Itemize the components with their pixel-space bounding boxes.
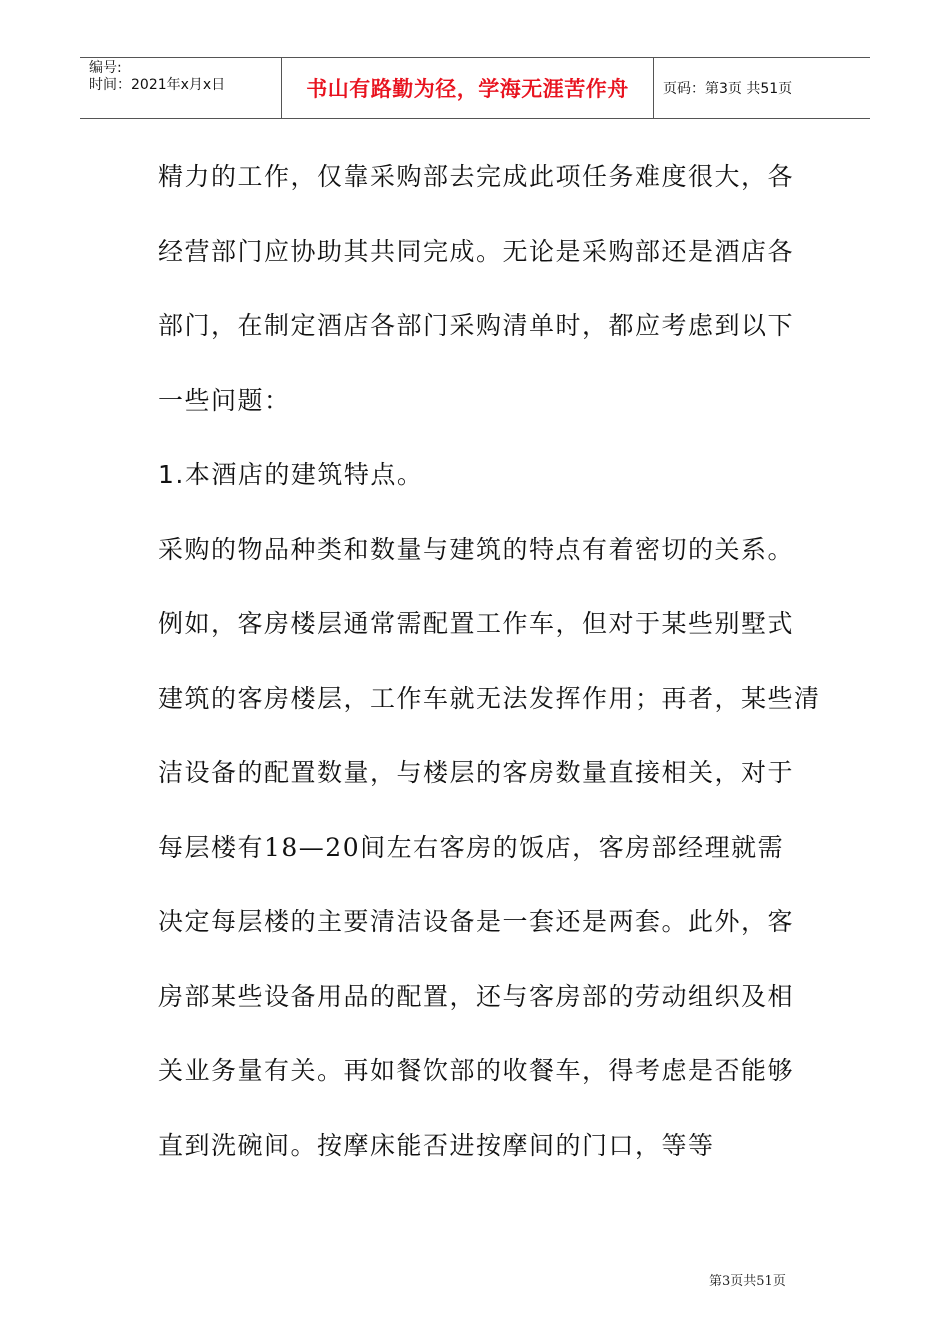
page-footer-number: 第3页共51页 xyxy=(709,1274,786,1289)
body-line: 精力的工作，仅靠采购部去完成此项任务难度很大，各 xyxy=(158,162,795,191)
body-line: 一些问题： xyxy=(158,385,291,415)
date-label: 时间：2021年x月x日 xyxy=(89,77,226,93)
body-line: 房部某些设备用品的配置，还与客房部的劳动组织及相 xyxy=(158,981,795,1011)
body-line: 部门，在制定酒店各部门采购清单时，都应考虑到以下 xyxy=(158,311,795,340)
body-line: 建筑的客房楼层，工作车就无法发挥作用；再者，某些清 xyxy=(158,683,821,713)
header-page-info: 页码：第3页 共51页 xyxy=(663,81,793,97)
document-body xyxy=(158,140,821,1183)
body-line: 经营部门应协助其共同完成。无论是采购部还是酒店各 xyxy=(158,236,795,266)
body-line: 关业务量有关。再如餐饮部的收餐车，得考虑是否能够 xyxy=(158,1056,795,1085)
body-line: 洁设备的配置数量，与楼层的客房数量直接相关，对于 xyxy=(158,758,795,787)
section-heading: 1.本酒店的建筑特点。 xyxy=(158,460,424,489)
body-line: 例如，客房楼层通常需配置工作车，但对于某些别墅式 xyxy=(158,609,795,638)
body-line: 直到洗碗间。按摩床能否进按摩间的门口，等等 xyxy=(158,1130,715,1160)
page-header xyxy=(80,57,870,119)
header-motto-cell xyxy=(282,58,654,118)
body-line: 每层楼有18—20间左右客房的饭店，客房部经理就需 xyxy=(158,832,785,862)
serial-number-label: 编号: xyxy=(89,60,122,76)
body-line: 采购的物品种类和数量与建筑的特点有着密切的关系。 xyxy=(158,534,795,564)
header-page-info-cell xyxy=(654,58,870,118)
header-motto: 书山有路勤为径，学海无涯苦作舟 xyxy=(306,77,629,101)
header-meta xyxy=(80,58,282,118)
body-line: 决定每层楼的主要清洁设备是一套还是两套。此外，客 xyxy=(158,907,795,936)
